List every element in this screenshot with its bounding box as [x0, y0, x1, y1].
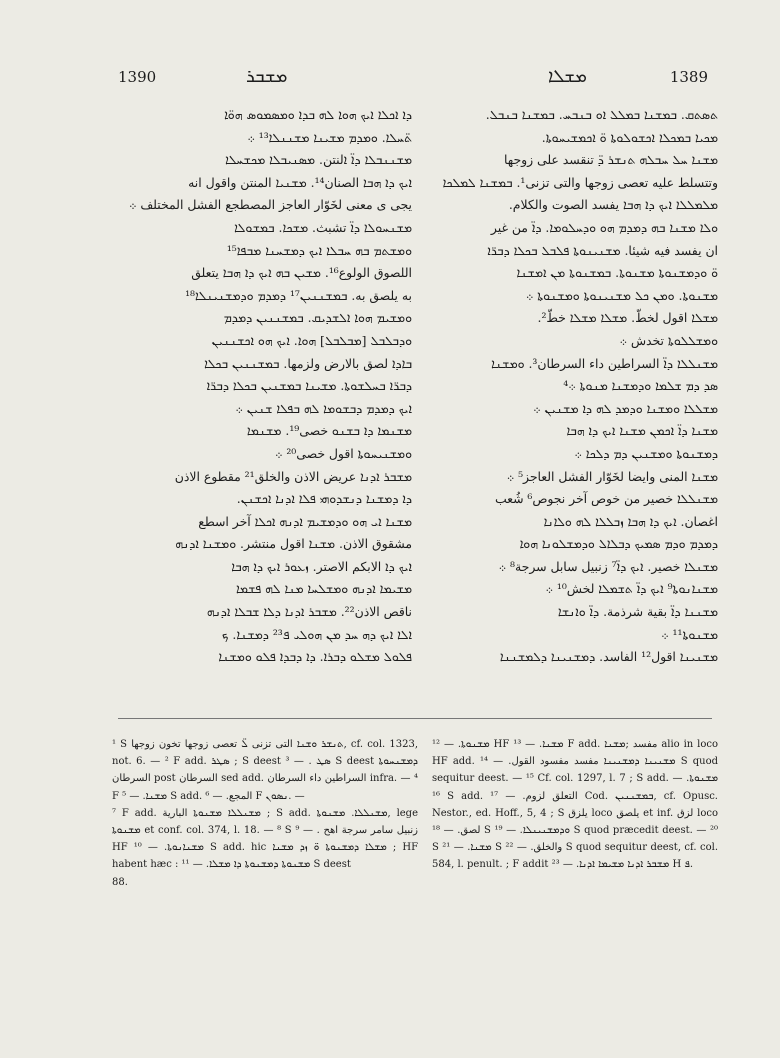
- text-line: ܘܡܫܬܡ ܒܗ ܚܒܠܐ ܐܝܟ ܕܡܫܚܢܐ ܡܒܦܐ¹⁵: [226, 242, 412, 258]
- footnote: ܡܫܢܘܬܐ. — ¹² HF ܡܫܢܐ. — ¹³ F add. مفسد ;ܡܫܢܐ alio in loco HF add. ܡܫܢܝܢܐ ܕܡܫܢܝܢܐ مفسد مفسود القول. — ¹⁴ S quod sequitur deest. — ¹⁵ Cf. col. 1297, l. 7 ; S add. ܡܫܢܘܬܐ. — ¹⁶ S add. التعلق لزوم. — ¹⁷ Cod. ܒܡܫܢܢܝܢ, cf. Opusc. Nestor., ed. Hoff., 5, 4 ; S يلزق loco يلصق et inf. لزق loco لصق. — ¹⁸ S ܘܕܡܫܢܝܢܠܐ. — ¹⁹ S quod præcedit deest. — ²⁰ S ܡܫܢܐ. — ²¹ S والخلق. — ²² S quod sequitur deest, cf. col. 584, l. penult. ; F addit ܡܫܒܪ ܐܕܢܐ ܡܫܝܡܐ ܐܕܢܐ. — ²³ H ܦ.: [432, 739, 719, 871]
- text-line: ܕܒܪ̈ܐ ܒܚܠܫܘܬܐ. ܡܫܝܢܐ ܒܡܫܢܝܢ ܒܟܠܐ ܕܒܪ̈ܐ: [206, 378, 412, 394]
- text-line: ܡܫܢܝܢܐ اقول¹² الفاسد. ܕܡܫܢܝܢܐ ܕܠܡܫܢܢܐ: [499, 649, 718, 665]
- text-line: ܡܫܢܠܠܐ خصير من خوص آخر نجوص⁶ شُعب: [494, 491, 718, 507]
- text-line: ܐܠܐ ܐܝܟ ܕܗ ܚܕ ܡܢ ܗܘܠܝ ܦ²³ ܕܡܫܢܐ. ܟ: [221, 626, 412, 642]
- text-line: ܕܡܫܢܘܬܐ ܘܡܫܢܝܢ ܕܡ ܕܠܟܐ ܀: [574, 445, 718, 461]
- text-line: ܣܕ ܕܡ ܫܠܡܐ ܘܕܡܫܢܐ ܡܢܘܬܐ ܀⁴: [563, 378, 718, 394]
- text-line: ܕܐ ܐܟܠܐ ܐܝܟ ܗܘܐ ܠܗ ܒܕܐ ܘܡܣܡܘܣ ܗܘ̈ܐ: [224, 107, 412, 122]
- text-line: ܡܫܢܐ ܐܝ ܗܘ ܘܕܡܫܝܡ ܐܕܢܗ ܐܟܠܐ آخر اسطع: [198, 513, 412, 529]
- text-line: ܡܫܢܢܒܠܐ ܕܐ̈ ܐلنتن. ܡܣܢܝܒܠܐ ܡܟܫܚܠܐ: [225, 152, 412, 168]
- text-line: ܡܫܢܘܬܐ. ܘܡܢ ܟܠ ܡܫܢܝܢܘܬܐ ܘܡܫܢܘܬܐ ܀: [525, 287, 718, 303]
- text-column-right: [430, 104, 718, 704]
- text-line: ܡܫܠܠܐ ܘܡܫܢܐ ܘܕܡܕ ܠܗ ܕܐ ܡܫܢܝܢ ܀: [533, 400, 718, 416]
- text-line: ܕܡܕܡ ܘܕܡ ܣܡܝܟ ܕܒܠܐܠ ܘܕܡܫܠܘܢܐ ܗܘܐ: [519, 536, 718, 552]
- text-line: ܡܫܒܪ ܐܕܢܐ عريض الاذن والخلق²¹ مقطوع الاذن: [174, 468, 412, 484]
- page-number-left: 1390: [118, 68, 157, 86]
- running-title-left: ܡܫܒܪ: [246, 66, 288, 87]
- text-line: ان يفسد فيه شيئا. ܡܫܢܝܢܘܬܐ ܦܠܒܠ ܒܟܠܐ ܕܒܪ̈ܐ: [487, 242, 718, 258]
- running-header: [118, 68, 708, 92]
- text-line: اللصوق الولوع¹⁶. ܡܫܝܢ ܒܗ ܐܝܟ ܕܐ ܗܒܐ يتعلق: [191, 265, 412, 281]
- footnote: ⁷ F add. ܡܫܢܠܠܐ ܡܫܢܘܬܐ البارية ; S add. ܡܫܢܠܠܐ. ܡܫܢܘܬܐ, lege ܡܫܢܘܬܐ et conf. col. 374, l. 18. — ⁸ S زنبيل سامر سرجة اهح . — ⁹ HF ܡܫܢܐܢܘܬܐ. — ¹⁰ S add. hic ܡܫܠܐ ܕܡܫܢܘܬܐ ܘ̈ ܙܕ ܡܫܢܐ ; HF habent hæc : ܡܫܢܘܬܐ ܕܡܫܢܘܬܐ ܕܐ ܡܫܠܐ. — ¹¹ S deest: [112, 807, 419, 871]
- text-line: ܘ̈ ܘܕܡܫܢܘܬܐ ܡܫܢܘܬܐ. ܒܡܫܢܘܬܐ ܡܢ ܐܡܫܢܐ: [516, 265, 718, 281]
- text-line: به يلصق به. ܒܡܫܢܢܝܢ¹⁷ ܕܡܕܡ ܘܕܡܫܢܝܢܠܐ¹⁸: [185, 287, 412, 303]
- text-line: ܕܐ ܕܡܫܢܐ ܕܢܫܕܘܗܝ ܦܠܐ ܐܕܢܐ ܐܟܫܢܢ.: [236, 491, 412, 507]
- text-line: يجى ى معنى لخَوّار العاجز المصطجع الفشل المختلف ܀: [128, 197, 412, 213]
- text-line: ܬ̈ܚܠܐ. ܘܡܕܡ ܡܫܝܢܐ ܡܫܢܢܠܐ¹³ ܀: [247, 129, 412, 145]
- text-line: ܬܣܬܩ. ܒܡܫܢܐ ܒܡܠܠ ܐܘ ܒܢܒܚ. ܒܡܫܢܐ ܒܢܒܠ.: [485, 107, 718, 122]
- text-line: مشقوق الاذن. ܡܫܢܐ اقول منتشر. ܘܡܫܢܐ ܐܕܢܗ: [175, 536, 412, 552]
- text-line: ܡܫܢܐܢܘܬܐ⁹ ܐܝܟ ܕܐ̈ ܬܫܡܠܐ لخش¹⁰ ܀: [545, 581, 718, 597]
- footnotes-right: [432, 736, 718, 874]
- text-line: ܡܫܢܡܐ ܕܐ ܒܫܢܘ خصى¹⁹. ܡܫܢܡܐ: [246, 423, 412, 439]
- text-line: ܡܫܢܢܐ ܕܐ̈ بقية شرذمة. ܕܐ̈ ܘܐܢܫܐ: [557, 604, 718, 620]
- text-line: ܘܡܫܢܝܚܘܬܐ اقول خصى²⁰ ܀: [274, 445, 412, 461]
- footnote-separator: [118, 718, 712, 719]
- footnote: 88.: [112, 876, 128, 888]
- text-line: ܡܫܢܐ ܕܐ̈ ܐܟܡܢ ܡܫܢܐ ܐܝܟ ܕܐ ܗܒܐ: [566, 423, 718, 439]
- text-line: ܡܫܢܚܘܠܐ ܕܐ̈ تشبث. ܡܫܟܐ. ܒܡܫܘܠܐ: [234, 219, 412, 235]
- text-line: ܡܫܢܠܐ خصير. ܐܝܟ ܕܐ̈⁷ زنبيل سابل سرجة⁸ ܀: [498, 558, 718, 574]
- text-line: ناقص الاذن²². ܡܫܒܪ ܐܕܢܐ ܕܠܐ ܫܒܠܐ ܐܕܢܗ: [206, 604, 412, 620]
- page-number-right: 1389: [669, 68, 708, 86]
- footnote: ¹ S ܬܢܫܪ ܘܫܢܐ التى تزنى ܠ̈ تعصى زوجها تخون زوجها, cf. col. 1323, not. 6. — ² F add. ܣܛܪ ; S deest ܣܛ . — ³ S deest ܕܡܫܢܚܘܬܐ السرطان post السرطان sed add. السراطين داء السرطان infra. — ⁴ F ܡܫܢܐ. — ⁵ S add. المجع. — ⁶ F ܢܣܘܢ. —: [112, 739, 419, 802]
- footnotes-left: [112, 736, 418, 891]
- text-line: ܦܠܘܠ ܡܫܠܘ ܕܒܪܐ. ܕܐ ܕܒܕܐ ܦܠܘ ܘܡܫܢܐ: [218, 649, 412, 665]
- text-line: ܡܫܢܘܬܐ¹¹ ܀: [661, 626, 718, 642]
- text-line: ܘܠܐ ܡܫܢܐ ܒܗ ܕܡܕܡ ܗܘ ܘܕܚܠܘܡܐ. ܕܐ̈ من غير: [490, 219, 718, 235]
- text-line: ܘܕܒܠܒܠ [ܡܒܠܒܠ] ܗܘܐ. ܐܝܟ ܗܘ ܐܟܫܢܢܝܢ: [211, 332, 412, 348]
- text-line: ܘܡܫܝܡ ܗܘܐ ܐܠܫܕܝܩ. ܒܡܫܢܢܝܢ ܕܡܕܡ: [223, 310, 412, 326]
- text-line: ܐܝܟ ܕܡܕܡ ܕܒܫܘܡܐ ܠܗ ܒܦܠܐ ܫܢܝܢ ܀: [235, 400, 412, 416]
- text-line: ܡܫܠܐ اقول لخطّ. ܡܫܠܐ ܡܫܠܐ خطّ².: [537, 310, 718, 326]
- text-line: ܐܝܟ ܕܐ ܗܒܐ الصنان¹⁴. ܡܫܢܝܐ المنتن واقول انه: [188, 174, 412, 190]
- text-line: اغصان. ܐܝܟ ܕܐ ܗܒܐ ܙܒܠܠܐ ܠܗ ܘܠܐܢܐ: [543, 513, 718, 529]
- text-line: ܡܟܝܐ ܒܡܟܠܐ ܐܟܫܘܠܘܬܐ ܘ̈ ܐܟܡܫܝܚܘܬܐ.: [541, 129, 718, 145]
- running-title-right: ܡܫܠܐ: [548, 66, 587, 87]
- text-line: ܘܡܫܠܠܘܬܐ تخدش ܀: [619, 332, 718, 348]
- text-line: ܐܝܟ ܕܐ الابكم الاصتر. ܙܥܘܪ ܐܝܟ ܕܐ ܗܒܐ: [231, 558, 412, 574]
- text-line: ܡܫܝܡܐ ܐܕܢܗ ܘܡܫܠܚܐ ܡܢܐ ܠܗ ܦܫܡܐ: [235, 581, 412, 597]
- text-line: وتتسلط عليه تعصى زوجها والتى تزنى¹. ܒܡܫܢܐ ܠܡܠܟܐ: [442, 174, 718, 190]
- text-line: ܡܫܢܐ ܚܠ ܚܒܠܗ ܬܢܫܪ ܕ̈ تنقسد على زوجها: [503, 152, 718, 168]
- text-line: ܒܐܕܐ لصق بالارض ولزمها. ܒܡܫܢܢܝܢ ܒܟܠܐ: [204, 355, 412, 371]
- text-line: ܡܠܡܠܠܐ ܐܝܟ ܕܐ ܗܒܐ يفسد الصوت والكلام.: [508, 197, 718, 213]
- text-line: ܡܫܢܠܠܐ ܕܐ̈ السراطين داء السرطان³. ܘܡܫܢܐ: [491, 355, 718, 371]
- text-line: ܡܫܢܐ المنى وايضا لخَوّار الفشل العاجز⁵ ܀: [506, 468, 718, 484]
- text-column-left: [108, 104, 412, 704]
